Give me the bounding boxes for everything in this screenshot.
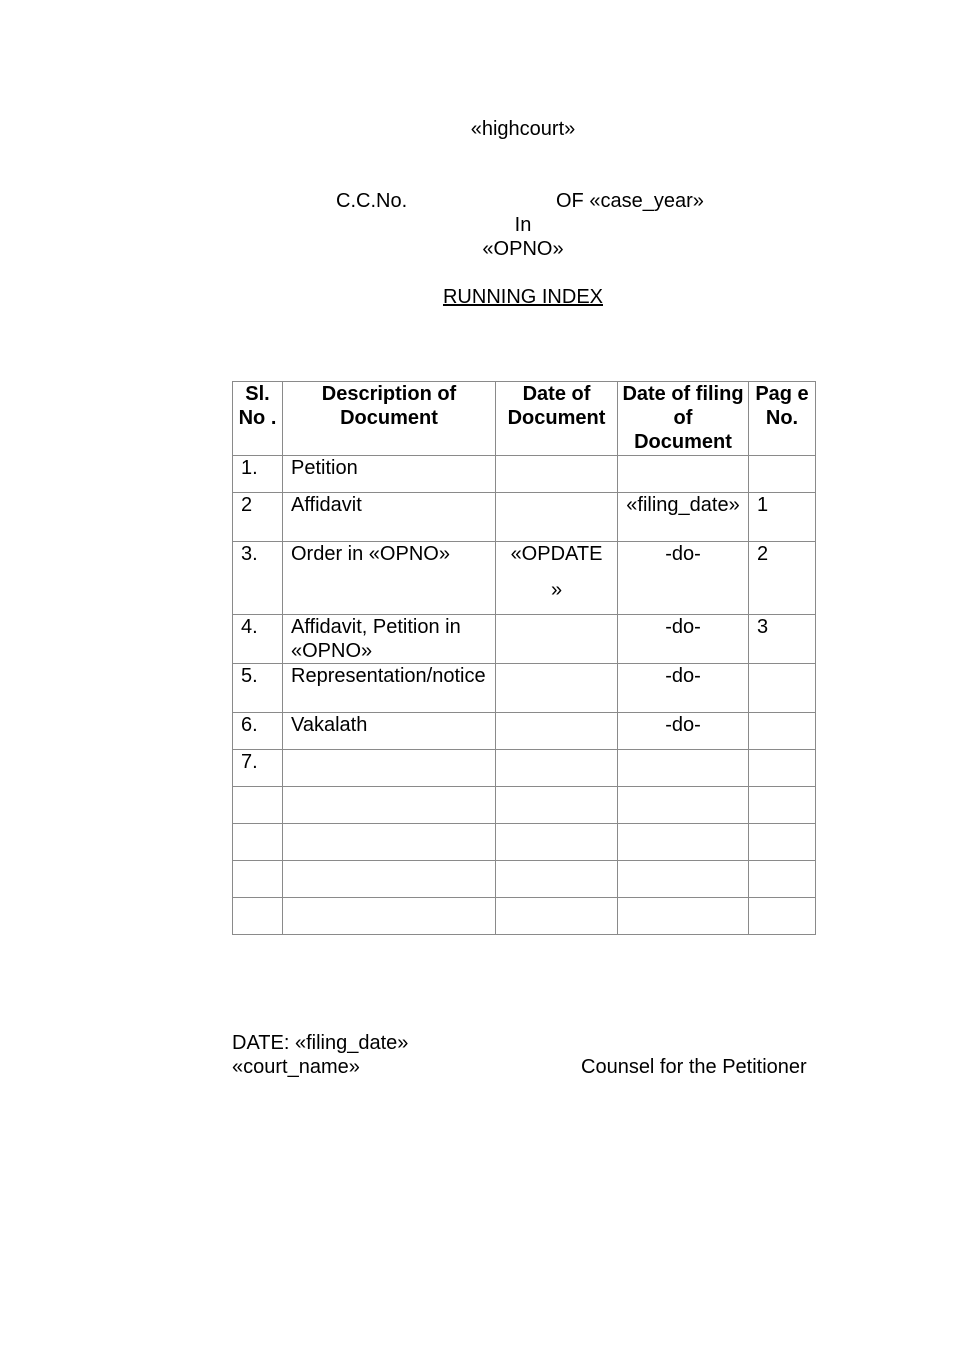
cell-page: 3 [749, 615, 816, 664]
table-row [233, 713, 816, 750]
cell-sl: 1. [233, 456, 283, 493]
cell-doc-date [496, 787, 618, 824]
col-header-page-no: Pag e No. [749, 382, 816, 456]
cell-filing-date [618, 898, 749, 935]
cell-sl: 3. [233, 542, 283, 615]
cell-description [283, 750, 496, 787]
cell-sl: 5. [233, 664, 283, 713]
doc-date-line2: » [550, 579, 563, 601]
case-year: OF «case_year» [556, 190, 704, 212]
table-row [233, 493, 816, 542]
col-header-sl-no: Sl. No . [233, 382, 283, 456]
cell-description: Vakalath [283, 713, 496, 750]
cell-page [749, 898, 816, 935]
cell-description [283, 824, 496, 861]
cell-filing-date: -do- [618, 542, 749, 615]
cell-sl: 7. [233, 750, 283, 787]
col-header-date-of-filing: Date of filing of Document [618, 382, 749, 456]
cc-no-label: C.C.No. [336, 190, 408, 212]
filing-date-line: DATE: «filing_date» [232, 1032, 409, 1054]
cell-doc-date [496, 493, 618, 542]
cell-description: Affidavit, Petition in «OPNO» [283, 615, 496, 664]
cell-page: 1 [749, 493, 816, 542]
cell-page [749, 824, 816, 861]
cell-doc-date [496, 664, 618, 713]
table-row [233, 898, 816, 935]
cell-doc-date [496, 750, 618, 787]
cell-description [283, 861, 496, 898]
cell-sl: 2 [233, 493, 283, 542]
cell-page [749, 750, 816, 787]
cell-filing-date [618, 456, 749, 493]
table-row [233, 456, 816, 493]
table-row [233, 750, 816, 787]
cell-doc-date [496, 898, 618, 935]
page-title: RUNNING INDEX [442, 286, 603, 308]
cell-description: Order in «OPNO» [283, 542, 496, 615]
cell-page [749, 787, 816, 824]
cell-page [749, 713, 816, 750]
table-row [233, 787, 816, 824]
cell-doc-date [496, 456, 618, 493]
cell-filing-date [618, 750, 749, 787]
cell-sl [233, 898, 283, 935]
table-row [233, 861, 816, 898]
col-header-description: Description of Document [283, 382, 496, 456]
cell-description [283, 898, 496, 935]
doc-date-line1: «OPDATE [510, 543, 603, 565]
cell-description: Affidavit [283, 493, 496, 542]
table-row [233, 542, 816, 615]
cell-description: Petition [283, 456, 496, 493]
cell-sl [233, 824, 283, 861]
cell-description: Representation/notice [283, 664, 496, 713]
cell-sl: 6. [233, 713, 283, 750]
table-row [233, 615, 816, 664]
cell-filing-date: -do- [618, 664, 749, 713]
cell-page [749, 861, 816, 898]
counsel-signature-label: Counsel for the Petitioner [581, 1056, 807, 1078]
table-header-row [233, 382, 816, 456]
cell-filing-date [618, 861, 749, 898]
cell-page: 2 [749, 542, 816, 615]
cell-doc-date [496, 861, 618, 898]
cell-filing-date: -do- [618, 713, 749, 750]
cell-sl [233, 787, 283, 824]
cell-doc-date [496, 542, 618, 615]
cell-description [283, 787, 496, 824]
running-index-table [232, 381, 816, 935]
table-row [233, 664, 816, 713]
cell-doc-date [496, 824, 618, 861]
cell-sl [233, 861, 283, 898]
court-name-footer: «court_name» [232, 1056, 360, 1078]
op-number: «OPNO» [482, 238, 564, 260]
cell-sl: 4. [233, 615, 283, 664]
cell-doc-date [496, 615, 618, 664]
in-label: In [514, 214, 532, 236]
cell-page [749, 664, 816, 713]
court-name-header: «highcourt» [470, 118, 576, 140]
cell-filing-date: «filing_date» [618, 493, 749, 542]
cell-filing-date: -do- [618, 615, 749, 664]
cell-filing-date [618, 824, 749, 861]
table-row [233, 824, 816, 861]
cell-page [749, 456, 816, 493]
cell-doc-date [496, 713, 618, 750]
col-header-date-of-document: Date of Document [496, 382, 618, 456]
cell-filing-date [618, 787, 749, 824]
